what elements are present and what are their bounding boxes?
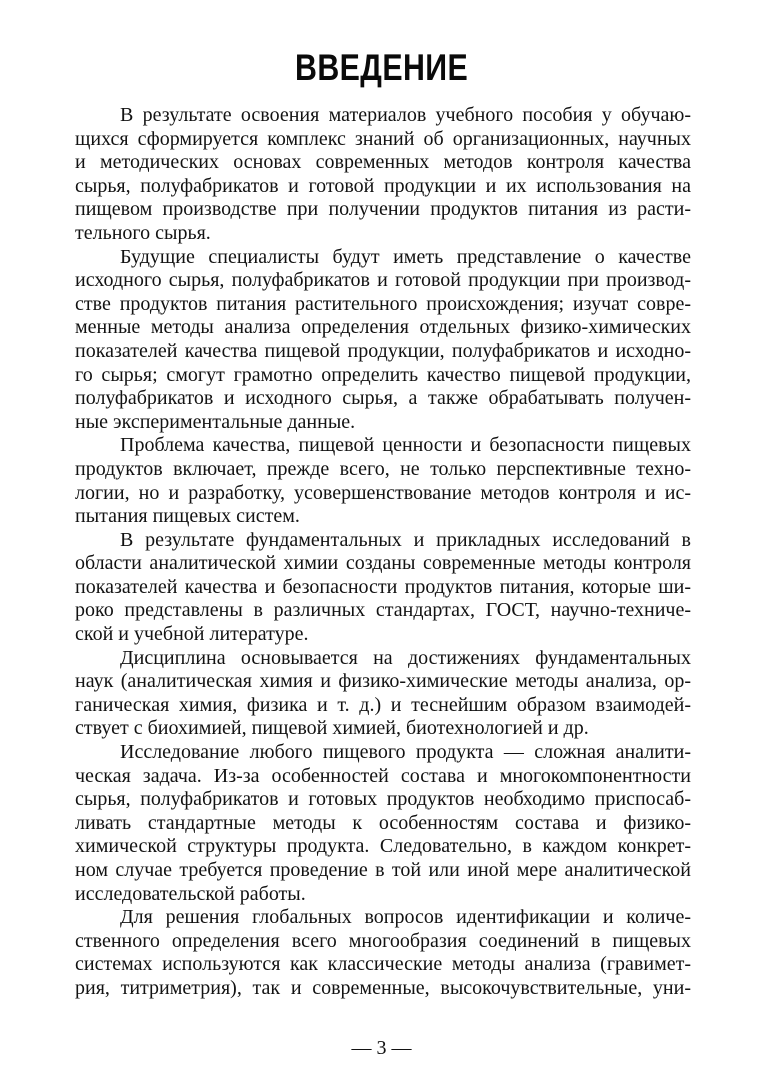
text-line: Для решения глобальных вопросов идентификации и количе- <box>120 906 691 929</box>
page-title-row <box>0 49 763 86</box>
text-line: ливать стандартные методы к особенностям состава и физико- <box>75 811 691 834</box>
page-number: — 3 — <box>351 1037 412 1059</box>
text-line: В результате фундаментальных и прикладных исследований в <box>120 528 691 551</box>
text-line: химической структуры продукта. Следовательно, в каждом конкрет- <box>75 835 691 858</box>
text-line: ные экспериментальные данные. <box>75 410 356 433</box>
text-line: продуктов включает, прежде всего, не только перспективные техно- <box>75 457 691 480</box>
text-line: ческая задача. Из-за особенностей состава и многокомпонентности <box>75 764 691 787</box>
text-line: го сырья; смогут грамотно определить качество пищевой продукции, <box>75 363 691 386</box>
text-line: роко представлены в различных стандартах, ГОСТ, научно-техниче- <box>75 599 691 622</box>
text-line: системах используются как классические методы анализа (гравимет- <box>75 953 691 976</box>
paragraph <box>75 434 691 528</box>
paragraph <box>75 647 691 741</box>
text-line: ном случае требуется проведение в той или иной мере аналитической <box>75 859 691 881</box>
text-line: пищевом производстве при получении продуктов питания из расти- <box>75 198 691 221</box>
paragraph <box>75 906 691 1000</box>
text-line: показателей качества и безопасности продуктов питания, которые ши- <box>75 575 691 598</box>
text-line: исходного сырья, полуфабрикатов и готовой продукции при производ- <box>75 269 691 292</box>
paragraph <box>75 104 691 246</box>
text-line: рия, титриметрия), так и современные, высокочувствительные, уни- <box>75 976 691 999</box>
text-line: тельного сырья. <box>75 221 211 244</box>
text-line: Исследование любого пищевого продукта — сложная аналити- <box>120 741 691 764</box>
text-line: ской и учебной литературе. <box>75 623 309 646</box>
text-line: ганическая химия, физика и т. д.) и теснейшим образом взаимодей- <box>75 693 691 716</box>
text-line: сырья, полуфабрикатов и готовых продуктов необходимо приспосаб- <box>75 788 691 811</box>
body-text <box>75 104 691 1001</box>
paragraph <box>75 529 691 647</box>
text-line: Дисциплина основывается на достижениях фундаментальных <box>120 646 691 669</box>
text-line: логии, но и разработку, усовершенствование методов контроля и ис- <box>75 481 691 504</box>
text-line: пытания пищевых систем. <box>75 505 300 528</box>
page-title: ВВЕДЕНИЕ <box>294 47 469 88</box>
paragraph <box>75 741 691 906</box>
text-line: ствует с биохимией, пищевой химией, биотехнологией и др. <box>75 717 589 740</box>
text-line: Будущие специалисты будут иметь представление о качестве <box>120 245 691 268</box>
text-line: В результате освоения материалов учебного пособия у обучаю- <box>120 104 691 126</box>
text-line: сырья, полуфабрикатов и готовой продукции и их использования на <box>75 174 691 197</box>
text-line: и методических основах современных методов контроля качества <box>75 151 691 174</box>
text-line: полуфабрикатов и исходного сырья, а также обрабатывать получен- <box>75 387 691 410</box>
text-line: исследовательской работы. <box>75 882 306 905</box>
text-line: области аналитической химии созданы современные методы контроля <box>75 552 691 575</box>
text-line: менные методы анализа определения отдельных физико-химических <box>75 316 691 339</box>
text-line: Проблема качества, пищевой ценности и безопасности пищевых <box>120 434 691 457</box>
text-line: показателей качества пищевой продукции, полуфабрикатов и исходно- <box>75 339 691 362</box>
text-line: щихся сформируется комплекс знаний об организационных, научных <box>75 127 691 150</box>
text-line: наук (аналитическая химия и физико-химические методы анализа, ор- <box>75 670 691 693</box>
text-line: ственного определения всего многообразия соединений в пищевых <box>75 929 691 952</box>
paragraph <box>75 246 691 435</box>
text-line: стве продуктов питания растительного происхождения; изучат совре- <box>75 292 691 315</box>
